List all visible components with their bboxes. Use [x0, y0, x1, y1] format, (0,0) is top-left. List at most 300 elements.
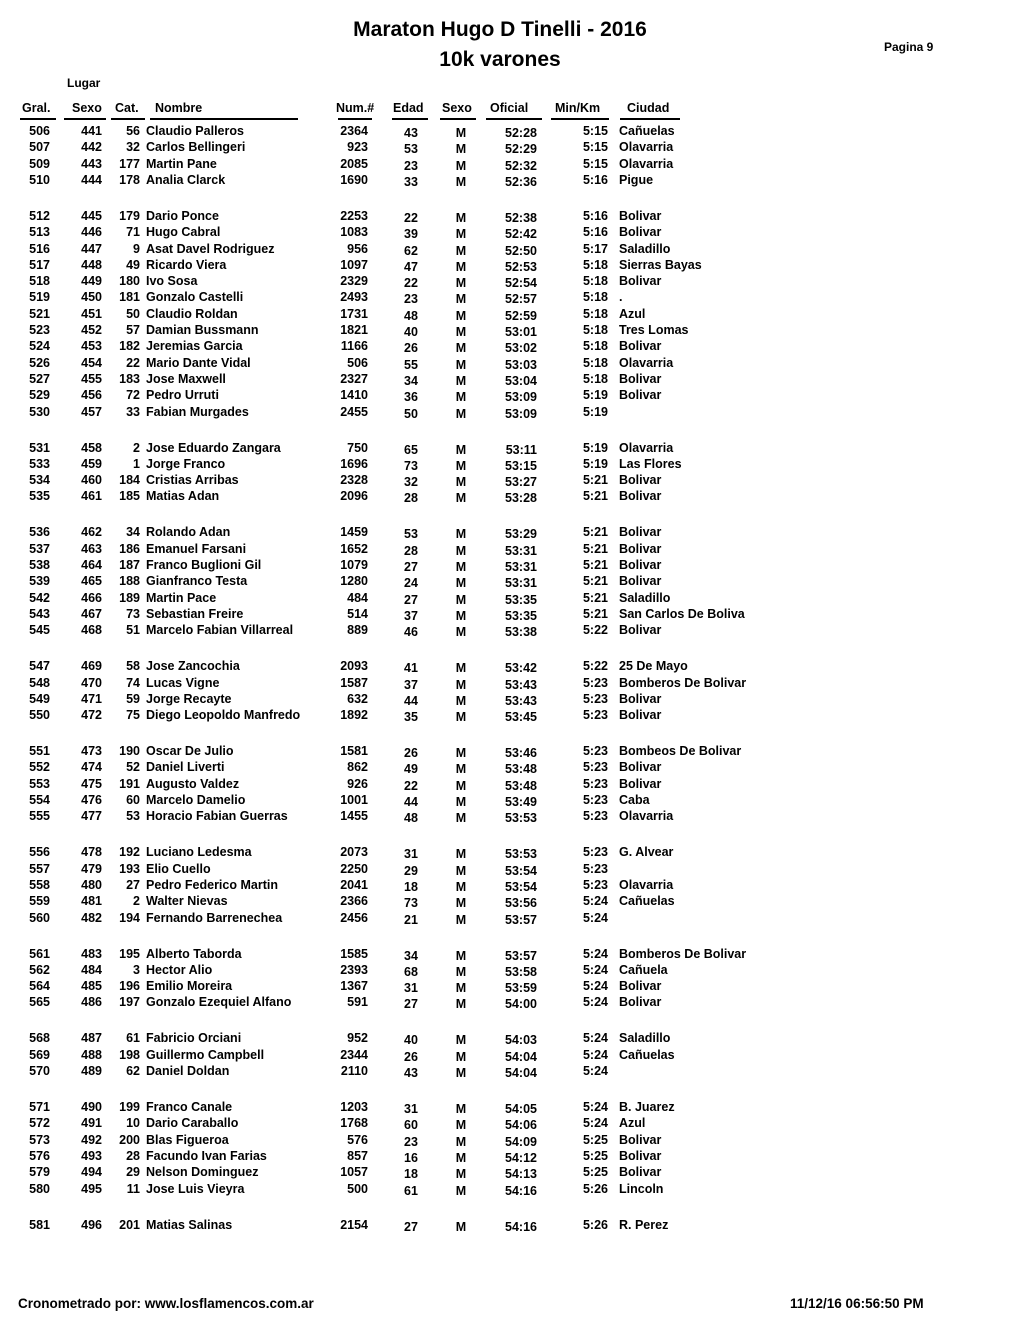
- table-row: [0, 473, 1024, 489]
- cell-gral: 579: [29, 1165, 50, 1180]
- cell-gral: 555: [29, 809, 50, 824]
- cell-minkm: 5:17: [582, 241, 608, 256]
- cell-cat: 179: [119, 208, 140, 223]
- cell-gral: 553: [29, 776, 50, 791]
- cell-cat: 22: [126, 355, 140, 370]
- cell-nombre: Claudio Palleros: [146, 124, 244, 138]
- cell-cat: 72: [126, 388, 140, 403]
- cell-sexo: 460: [81, 473, 102, 488]
- cell-sexo: 459: [81, 456, 102, 471]
- cell-minkm: 5:16: [582, 225, 608, 240]
- cell-num: 1203: [340, 1100, 368, 1114]
- header-edad: Edad: [393, 101, 424, 115]
- cell-oficial: 54:16: [505, 1183, 537, 1198]
- header-sexo-2: Sexo: [442, 101, 472, 115]
- cell-nombre: Ivo Sosa: [146, 274, 198, 289]
- cell-num: 2041: [340, 877, 368, 892]
- cell-num: 2393: [340, 962, 368, 977]
- cell-num: 750: [347, 440, 368, 455]
- table-row: [0, 323, 1024, 339]
- table-row: [0, 676, 1024, 692]
- cell-sexo-2: M: [455, 259, 467, 274]
- cell-nombre: Fabricio Orciani: [146, 1031, 242, 1046]
- cell-sexo-2: M: [455, 210, 467, 225]
- cell-nombre: Blas Figueroa: [146, 1132, 229, 1147]
- cell-nombre: Augusto Valdez: [146, 776, 240, 791]
- table-row: [0, 1149, 1024, 1165]
- cell-minkm: 5:22: [582, 659, 608, 674]
- cell-minkm: 5:21: [582, 525, 608, 540]
- cell-oficial: 53:43: [505, 677, 537, 692]
- cell-num: 923: [347, 140, 368, 155]
- cell-minkm: 5:21: [582, 606, 608, 621]
- table-row: [0, 258, 1024, 274]
- table-row: [0, 947, 1024, 963]
- table-row: [0, 388, 1024, 404]
- cell-cat: 3: [133, 962, 140, 977]
- table-row: [0, 274, 1024, 290]
- cell-oficial: 54:00: [505, 997, 537, 1012]
- cell-gral: 580: [29, 1181, 50, 1196]
- cell-oficial: 53:11: [505, 442, 537, 457]
- cell-edad: 65: [404, 442, 418, 457]
- cell-sexo-2: M: [455, 608, 467, 623]
- cell-ciudad: 25 De Mayo: [619, 659, 688, 674]
- cell-num: 2096: [340, 489, 368, 504]
- cell-edad: 34: [404, 948, 418, 963]
- cell-gral: 554: [29, 793, 50, 807]
- cell-ciudad: Bolivar: [619, 574, 662, 589]
- table-row: [0, 1064, 1024, 1080]
- cell-gral: 570: [29, 1064, 50, 1078]
- cell-ciudad: Bomberos De Bolivar: [619, 946, 747, 961]
- cell-num: 2085: [340, 156, 368, 171]
- cell-oficial: 54:09: [505, 1134, 537, 1149]
- cell-nombre: Jose Eduardo Zangara: [146, 440, 281, 455]
- cell-nombre: Jose Luis Vieyra: [146, 1181, 245, 1196]
- cell-edad: 32: [404, 475, 418, 490]
- cell-sexo: 481: [81, 894, 102, 909]
- cell-sexo-2: M: [455, 879, 467, 894]
- cell-cat: 2: [133, 894, 140, 909]
- cell-gral: 565: [29, 995, 50, 1010]
- cell-num: 2344: [340, 1047, 368, 1062]
- cell-minkm: 5:23: [582, 744, 608, 759]
- cell-num: 591: [347, 995, 368, 1010]
- cell-sexo-2: M: [455, 1066, 467, 1080]
- cell-edad: 53: [404, 142, 418, 157]
- cell-num: 514: [347, 606, 368, 621]
- cell-edad: 48: [404, 811, 418, 826]
- cell-nombre: Ricardo Viera: [146, 257, 227, 272]
- cell-sexo: 452: [81, 323, 102, 337]
- cell-sexo: 445: [81, 208, 102, 223]
- header-underline-nombre: [150, 118, 298, 120]
- cell-nombre: Dario Ponce: [146, 208, 219, 223]
- cell-edad: 27: [404, 1219, 418, 1234]
- cell-cat: 199: [119, 1100, 140, 1114]
- table-row: [0, 441, 1024, 457]
- cell-edad: 60: [404, 1118, 418, 1133]
- cell-nombre: Marcelo Fabian Villarreal: [146, 623, 294, 638]
- cell-oficial: 53:28: [505, 491, 537, 506]
- cell-minkm: 5:26: [582, 1217, 608, 1232]
- cell-ciudad: Bolivar: [619, 225, 662, 240]
- cell-gral: 556: [29, 845, 50, 860]
- cell-nombre: Walter Nievas: [146, 894, 228, 909]
- cell-ciudad: Olavarria: [619, 877, 674, 892]
- cell-sexo-2: M: [455, 677, 467, 692]
- table-row: [0, 878, 1024, 894]
- header-underline-oficial: [486, 118, 542, 120]
- cell-sexo-2: M: [455, 276, 467, 291]
- cell-num: 1455: [340, 809, 368, 824]
- cell-edad: 31: [404, 981, 418, 996]
- cell-nombre: Facundo Ivan Farias: [146, 1148, 267, 1163]
- cell-gral: 512: [29, 208, 50, 223]
- cell-minkm: 5:23: [582, 708, 608, 723]
- cell-cat: 32: [126, 140, 140, 155]
- cell-sexo: 484: [81, 962, 102, 977]
- cell-gral: 572: [29, 1116, 50, 1131]
- cell-minkm: 5:19: [582, 440, 608, 455]
- cell-oficial: 53:35: [505, 592, 537, 607]
- cell-minkm: 5:24: [582, 1064, 608, 1078]
- cell-sexo-2: M: [455, 491, 467, 506]
- cell-sexo: 466: [81, 590, 102, 605]
- cell-edad: 53: [404, 527, 418, 542]
- cell-nombre: Matias Salinas: [146, 1217, 233, 1232]
- cell-nombre: Claudio Roldan: [146, 306, 238, 321]
- cell-oficial: 53:31: [505, 560, 537, 574]
- cell-nombre: Rolando Adan: [146, 525, 231, 540]
- cell-minkm: 5:21: [582, 590, 608, 605]
- cell-num: 2455: [340, 404, 368, 419]
- cell-sexo: 468: [81, 623, 102, 638]
- cell-sexo-2: M: [455, 308, 467, 323]
- cell-cat: 29: [126, 1165, 140, 1180]
- cell-nombre: Martin Pane: [146, 156, 217, 171]
- cell-ciudad: Pigue: [619, 172, 654, 187]
- cell-edad: 47: [404, 259, 418, 274]
- cell-num: 2329: [340, 274, 368, 289]
- table-row: [0, 372, 1024, 388]
- footer-timing-credit: Cronometrado por: www.losflamencos.com.ar: [18, 1296, 314, 1311]
- cell-minkm: 5:24: [582, 979, 608, 994]
- cell-minkm: 5:19: [582, 456, 608, 471]
- cell-edad: 22: [404, 276, 418, 291]
- cell-sexo: 472: [81, 708, 102, 723]
- cell-oficial: 52:57: [505, 292, 537, 307]
- cell-gral: 533: [29, 456, 50, 471]
- cell-gral: 516: [29, 241, 50, 256]
- cell-gral: 558: [29, 877, 50, 892]
- cell-sexo-2: M: [455, 227, 467, 242]
- cell-edad: 62: [404, 243, 418, 258]
- cell-sexo-2: M: [455, 847, 467, 862]
- cell-oficial: 53:48: [505, 778, 537, 793]
- cell-sexo-2: M: [455, 1167, 467, 1182]
- cell-gral: 509: [29, 156, 50, 171]
- cell-sexo-2: M: [455, 592, 467, 607]
- header-gral: Gral.: [22, 101, 51, 115]
- header-oficial: Oficial: [490, 101, 529, 115]
- cell-gral: 531: [29, 440, 50, 455]
- cell-edad: 28: [404, 543, 418, 558]
- table-row: [0, 356, 1024, 372]
- cell-cat: 51: [126, 623, 140, 638]
- cell-minkm: 5:18: [582, 323, 608, 337]
- cell-cat: 28: [126, 1148, 140, 1163]
- cell-edad: 46: [404, 625, 418, 640]
- table-row: [0, 225, 1024, 241]
- cell-ciudad: Olavarria: [619, 140, 674, 155]
- table-row: [0, 457, 1024, 473]
- cell-ciudad: Tres Lomas: [619, 323, 689, 337]
- table-row: [0, 209, 1024, 225]
- cell-gral: 523: [29, 323, 50, 337]
- cell-nombre: Luciano Ledesma: [146, 845, 252, 860]
- cell-sexo: 487: [81, 1031, 102, 1046]
- cell-sexo: 453: [81, 339, 102, 354]
- table-row: [0, 760, 1024, 776]
- cell-edad: 23: [404, 292, 418, 307]
- table-row: [0, 242, 1024, 258]
- cell-edad: 31: [404, 847, 418, 862]
- cell-ciudad: Bolivar: [619, 1165, 662, 1180]
- cell-edad: 26: [404, 746, 418, 761]
- cell-cat: 201: [119, 1217, 140, 1232]
- header-underline-num: [338, 118, 372, 120]
- table-row: [0, 777, 1024, 793]
- cell-minkm: 5:24: [582, 946, 608, 961]
- cell-edad: 34: [404, 373, 418, 388]
- cell-cat: 196: [119, 979, 140, 994]
- table-row: [0, 558, 1024, 574]
- cell-oficial: 53:31: [505, 576, 537, 591]
- cell-sexo-2: M: [455, 527, 467, 542]
- lugar-label: Lugar: [67, 76, 101, 90]
- cell-edad: 39: [404, 227, 418, 242]
- cell-minkm: 5:15: [582, 156, 608, 171]
- cell-edad: 40: [404, 1033, 418, 1048]
- cell-num: 1581: [340, 744, 368, 759]
- cell-num: 500: [347, 1181, 368, 1196]
- cell-sexo-2: M: [455, 710, 467, 725]
- cell-gral: 537: [29, 541, 50, 556]
- cell-nombre: Guillermo Campbell: [146, 1047, 265, 1062]
- cell-cat: 58: [126, 659, 140, 674]
- cell-ciudad: Bolivar: [619, 371, 662, 386]
- cell-gral: 543: [29, 606, 50, 621]
- cell-oficial: 52:50: [505, 243, 537, 258]
- table-row: [0, 708, 1024, 724]
- cell-cat: 182: [119, 339, 140, 354]
- cell-edad: 26: [404, 341, 418, 356]
- cell-ciudad: Bomberos De Bolivar: [619, 675, 747, 690]
- cell-edad: 68: [404, 964, 418, 979]
- cell-num: 1166: [340, 339, 368, 354]
- cell-minkm: 5:21: [582, 574, 608, 589]
- cell-sexo: 457: [81, 404, 102, 419]
- cell-sexo: 442: [81, 140, 102, 155]
- cell-minkm: 5:18: [582, 257, 608, 272]
- cell-edad: 27: [404, 592, 418, 607]
- cell-minkm: 5:23: [582, 675, 608, 690]
- cell-oficial: 53:03: [505, 357, 537, 372]
- cell-sexo-2: M: [455, 811, 467, 826]
- cell-oficial: 52:53: [505, 259, 537, 274]
- cell-nombre: Daniel Liverti: [146, 760, 225, 775]
- header-minkm: Min/Km: [555, 101, 601, 115]
- cell-nombre: Lucas Vigne: [146, 675, 220, 690]
- cell-oficial: 53:09: [505, 390, 537, 405]
- cell-ciudad: Cañuela: [619, 962, 668, 977]
- cell-minkm: 5:19: [582, 404, 608, 419]
- cell-num: 484: [347, 590, 368, 605]
- cell-ciudad: Bolivar: [619, 541, 662, 556]
- cell-ciudad: Bolivar: [619, 489, 662, 504]
- header-nombre: Nombre: [155, 101, 203, 115]
- cell-gral: 548: [29, 675, 50, 690]
- cell-num: 506: [347, 355, 368, 370]
- cell-sexo: 461: [81, 489, 102, 504]
- cell-ciudad: Bolivar: [619, 558, 662, 572]
- cell-sexo-2: M: [455, 1183, 467, 1198]
- cell-minkm: 5:23: [582, 861, 608, 876]
- cell-sexo: 456: [81, 388, 102, 403]
- cell-gral: 569: [29, 1047, 50, 1062]
- cell-minkm: 5:24: [582, 1100, 608, 1114]
- cell-sexo-2: M: [455, 576, 467, 591]
- cell-nombre: Hector Alio: [146, 962, 213, 977]
- cell-sexo: 458: [81, 440, 102, 455]
- cell-ciudad: Bolivar: [619, 691, 662, 706]
- cell-cat: 186: [119, 541, 140, 556]
- cell-minkm: 5:15: [582, 140, 608, 155]
- header-underline-ciudad: [620, 118, 680, 120]
- cell-cat: 49: [126, 257, 140, 272]
- cell-sexo-2: M: [455, 292, 467, 307]
- cell-gral: 538: [29, 558, 50, 572]
- cell-cat: 2: [133, 440, 140, 455]
- cell-ciudad: Bolivar: [619, 1148, 662, 1163]
- cell-sexo-2: M: [455, 948, 467, 963]
- cell-sexo-2: M: [455, 243, 467, 258]
- cell-edad: 40: [404, 325, 418, 339]
- cell-minkm: 5:24: [582, 910, 608, 925]
- cell-num: 1459: [340, 525, 368, 540]
- cell-gral: 519: [29, 290, 50, 305]
- cell-ciudad: Caba: [619, 793, 650, 807]
- cell-ciudad: Azul: [619, 306, 646, 321]
- cell-edad: 28: [404, 491, 418, 506]
- table-row: [0, 157, 1024, 173]
- cell-minkm: 5:18: [582, 355, 608, 370]
- table-row: [0, 307, 1024, 323]
- cell-num: 1083: [340, 225, 368, 240]
- cell-nombre: Emanuel Farsani: [146, 541, 247, 556]
- cell-nombre: Cristias Arribas: [146, 473, 239, 488]
- cell-cat: 59: [126, 691, 140, 706]
- cell-sexo: 494: [81, 1165, 102, 1180]
- cell-num: 862: [347, 760, 368, 775]
- cell-num: 576: [347, 1132, 368, 1147]
- cell-cat: 195: [119, 946, 140, 961]
- cell-num: 1696: [340, 456, 368, 471]
- cell-oficial: 53:04: [505, 373, 537, 388]
- cell-minkm: 5:22: [582, 623, 608, 638]
- cell-gral: 545: [29, 623, 50, 638]
- cell-gral: 547: [29, 659, 50, 674]
- cell-nombre: Mario Dante Vidal: [146, 355, 251, 370]
- cell-ciudad: R. Perez: [619, 1217, 669, 1232]
- cell-minkm: 5:21: [582, 489, 608, 504]
- cell-gral: 530: [29, 404, 50, 419]
- cell-minkm: 5:21: [582, 541, 608, 556]
- cell-sexo: 469: [81, 659, 102, 674]
- cell-edad: 16: [404, 1150, 418, 1165]
- cell-oficial: 54:06: [505, 1118, 537, 1133]
- table-row: [0, 1218, 1024, 1234]
- table-row: [0, 979, 1024, 995]
- cell-nombre: Franco Canale: [146, 1100, 233, 1114]
- cell-edad: 18: [404, 1167, 418, 1182]
- cell-num: 1367: [340, 979, 368, 994]
- cell-sexo: 462: [81, 525, 102, 540]
- cell-cat: 178: [119, 172, 140, 187]
- cell-sexo-2: M: [455, 126, 467, 140]
- cell-oficial: 52:29: [505, 142, 537, 157]
- cell-oficial: 54:12: [505, 1150, 537, 1165]
- cell-oficial: 53:57: [505, 912, 537, 927]
- cell-edad: 43: [404, 126, 418, 140]
- table-row: [0, 489, 1024, 505]
- cell-oficial: 52:54: [505, 276, 537, 291]
- cell-ciudad: Bolivar: [619, 525, 662, 540]
- header-underline-minkm: [551, 118, 609, 120]
- cell-oficial: 53:42: [505, 661, 537, 676]
- cell-gral: 526: [29, 355, 50, 370]
- cell-sexo: 471: [81, 691, 102, 706]
- cell-minkm: 5:18: [582, 274, 608, 289]
- cell-sexo: 446: [81, 225, 102, 240]
- cell-sexo: 467: [81, 606, 102, 621]
- cell-gral: 576: [29, 1148, 50, 1163]
- cell-ciudad: Cañuelas: [619, 124, 675, 138]
- cell-sexo-2: M: [455, 981, 467, 996]
- cell-oficial: 53:29: [505, 527, 537, 542]
- cell-cat: 185: [119, 489, 140, 504]
- cell-edad: 27: [404, 560, 418, 574]
- cell-nombre: Pedro Federico Martin: [146, 877, 278, 892]
- cell-gral: 552: [29, 760, 50, 775]
- cell-edad: 43: [404, 1066, 418, 1080]
- cell-ciudad: Bolivar: [619, 1132, 662, 1147]
- cell-ciudad: Saladillo: [619, 1031, 671, 1046]
- cell-oficial: 53:56: [505, 896, 537, 911]
- cell-ciudad: Olavarria: [619, 440, 674, 455]
- table-row: [0, 124, 1024, 140]
- cell-oficial: 53:09: [505, 406, 537, 421]
- header-underline-edad: [392, 118, 428, 120]
- cell-sexo: 495: [81, 1181, 102, 1196]
- cell-nombre: Jose Maxwell: [146, 371, 226, 386]
- cell-num: 1079: [340, 558, 368, 572]
- cell-gral: 549: [29, 691, 50, 706]
- cell-cat: 60: [126, 793, 140, 807]
- cell-sexo: 443: [81, 156, 102, 171]
